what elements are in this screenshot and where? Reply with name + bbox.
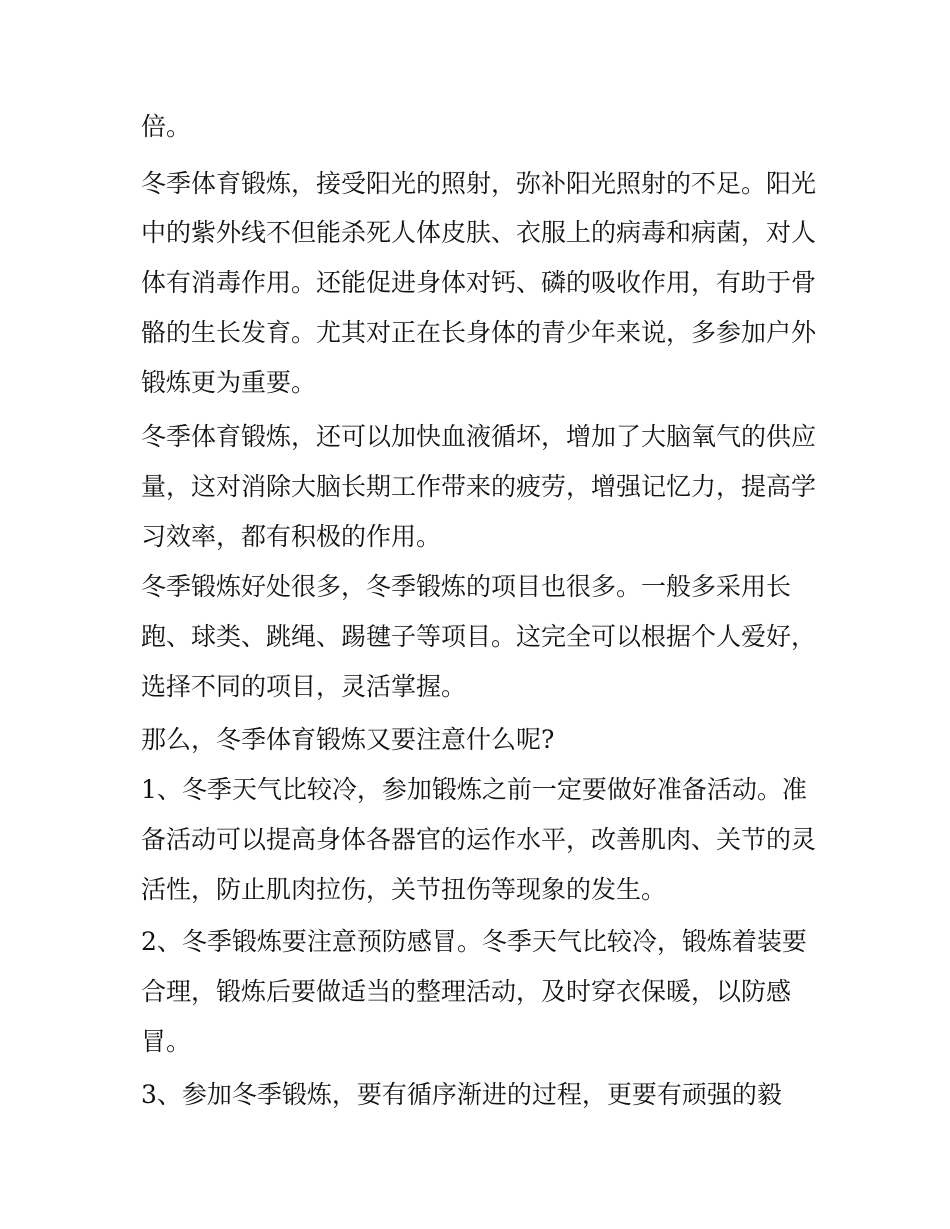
text-line: 选择不同的项目，灵活掌握。 (141, 672, 467, 701)
text-line: 备活动可以提高身体各器官的运作水平，改善肌肉、关节的灵 (141, 825, 817, 854)
text-line: 跑、球类、跳绳、踢毽子等项目。这完全可以根据个人爱好， (141, 622, 817, 651)
text-line: 冬季体育锻炼，还可以加快血液循坏，增加了大脑氧气的供应 (141, 422, 817, 451)
text-line: 体有消毒作用。还能促进身体对钙、磷的吸收作用，有助于骨 (141, 268, 817, 297)
text-line: 活性，防止肌肉拉伤，关节扭伤等现象的发生。 (141, 875, 667, 904)
text-line: 合理，锻炼后要做适当的整理活动，及时穿衣保暖，以防感 (141, 977, 792, 1006)
text-line: 1、冬季天气比较冷，参加锻炼之前一定要做好准备活动。准 (141, 775, 807, 804)
text-line: 3、参加冬季锻炼，要有循序渐进的过程，更要有顽强的毅 (141, 1080, 782, 1109)
text-line: 中的紫外线不但能杀死人体皮肤、衣服上的病毒和病菌，对人 (141, 218, 817, 247)
text-line: 锻炼更为重要。 (141, 368, 317, 397)
text-line: 冬季体育锻炼，接受阳光的照射，弥补阳光照射的不足。阳光 (141, 169, 817, 198)
text-line: 那么，冬季体育锻炼又要注意什么呢? (141, 725, 555, 754)
text-line: 习效率，都有积极的作用。 (141, 522, 442, 551)
text-line: 冬季锻炼好处很多，冬季锻炼的项目也很多。一般多采用长 (141, 572, 792, 601)
text-line: 骼的生长发育。尤其对正在长身体的青少年来说，多参加户外 (141, 318, 817, 347)
text-line: 量，这对消除大脑长期工作带来的疲劳，增强记忆力，提高学 (141, 472, 817, 501)
text-line: 倍。 (141, 112, 192, 141)
text-line: 冒。 (141, 1027, 192, 1056)
text-line: 2、冬季锻炼要注意预防感冒。冬季天气比较冷，锻炼着装要 (141, 927, 807, 956)
